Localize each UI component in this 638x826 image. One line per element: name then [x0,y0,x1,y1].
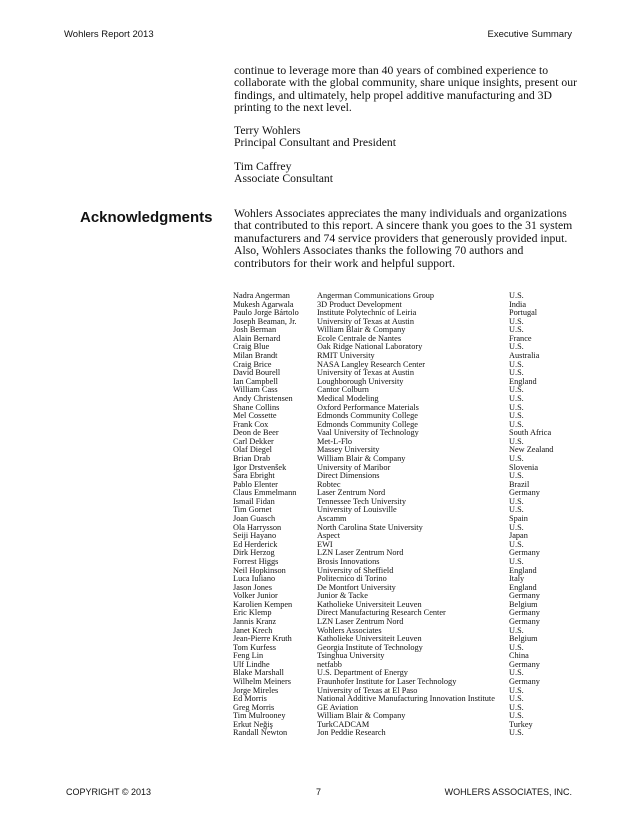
contributor-name: Igor Drstvenšek [233,463,287,472]
contributor-row [233,343,593,352]
contributor-name: Jason Jones [233,583,272,592]
contributor-country: India [509,300,527,309]
contributor-row [233,421,593,430]
contributor-country: Germany [509,489,540,498]
contributor-country: U.S. [509,703,524,712]
running-header-section: Executive Summary [487,29,572,40]
contributor-name: Randall Newton [233,729,288,738]
contributor-organization: 3D Product Development [317,300,402,309]
contributor-organization: Medical Modeling [317,394,379,403]
contributor-name: Tim Mulrooney [233,712,286,721]
contributor-row [233,301,593,310]
signer2-name: Tim Caffrey [234,160,292,173]
contributor-name: Ola Harrysson [233,523,282,532]
contributor-country: U.S. [509,454,524,463]
contributor-name: Erkut Neğiş [233,720,273,729]
contributor-row [233,361,593,370]
running-header-title: Wohlers Report 2013 [64,29,154,40]
contributor-row [233,386,593,395]
contributor-country: China [509,652,529,661]
contributor-organization: Wohlers Associates [317,626,382,635]
contributor-organization: Met-L-Flo [317,437,353,446]
intro-paragraph [234,65,584,115]
contributor-country: Slovenia [509,463,539,472]
contributor-organization: LZN Laser Zentrum Nord [317,617,404,626]
contributor-organization: University of Texas at El Paso [317,686,418,695]
contributor-row [233,498,593,507]
contributor-name: Ed Morris [233,695,267,704]
contributor-row [233,464,593,473]
acknowledgments-text: Wohlers Associates appreciates the many individuals and organizations that contributed to this report. A sincere thank you goes to the 31 system manufacturers and 74 service providers that generously provided input. Also, Wohlers Associates thanks the following 70 authors and contributors for their work and helpful support. [234,207,573,270]
contributor-row [233,721,593,730]
contributor-country: Germany [509,660,540,669]
contributor-row [233,661,593,670]
contributor-organization: University of Maribor [317,463,391,472]
contributor-organization: Katholieke Universiteit Leuven [317,600,422,609]
contributor-name: Dirk Herzog [233,549,275,558]
contributor-country: U.S. [509,386,524,395]
signature-block-2 [234,161,584,186]
contributor-name: Sara Ebright [233,472,275,481]
contributor-country: Germany [509,617,540,626]
contributor-country: England [509,583,537,592]
contributor-row [233,652,593,661]
contributor-row [233,592,593,601]
contributor-country: U.S. [509,403,524,412]
contributor-organization: Vaal University of Technology [317,429,419,438]
contributor-name: Nadra Angerman [233,292,290,300]
contributor-country: U.S. [509,317,524,326]
contributor-organization: LZN Laser Zentrum Nord [317,549,404,558]
contributor-country: Italy [509,575,525,584]
page-number: 7 [316,787,322,797]
contributor-name: Andy Christensen [233,394,293,403]
contributor-name: Janet Krech [233,626,273,635]
contributor-name: Neil Hopkinson [233,566,286,575]
contributor-country: U.S. [509,695,524,704]
contributor-row [233,524,593,533]
signature-block-1 [234,125,584,150]
contributor-organization: Ascamm [317,515,347,524]
contributor-row [233,627,593,636]
contributor-organization: Direct Manufacturing Research Center [317,609,446,618]
contributor-name: Ian Campbell [233,377,278,386]
acknowledgments-heading: Acknowledgments [80,209,213,226]
contributor-country: Japan [509,532,528,541]
contributor-country: Germany [509,549,540,558]
contributor-name: Shane Collins [233,403,280,412]
contributor-organization: Fraunhofer Institute for Laser Technology [317,678,457,687]
contributor-country: U.S. [509,472,524,481]
contributor-row [233,584,593,593]
contributor-row [233,481,593,490]
contributor-name: Josh Berman [233,326,277,335]
contributor-organization: GE Aviation [317,703,359,712]
contributor-name: Jean-Pierre Kruth [233,635,292,644]
contributor-name: Pablo Elenter [233,480,278,489]
acknowledgments-paragraph [234,208,579,270]
contributor-country: U.S. [509,369,524,378]
contributor-organization: Angerman Communications Group [317,292,435,300]
contributor-organization: Ecole Centrale de Nantes [317,334,402,343]
contributor-country: Portugal [509,309,538,318]
contributor-row [233,489,593,498]
contributor-row [233,678,593,687]
contributor-organization: Edmonds Community College [317,420,418,429]
contributor-organization: NASA Langley Research Center [317,360,426,369]
contributor-organization: University of Texas at Austin [317,317,414,326]
contributor-country: England [509,566,537,575]
contributor-organization: Loughborough University [317,377,404,386]
contributor-country: Germany [509,592,540,601]
signer1-name: Terry Wohlers [234,124,301,137]
contributor-row [233,404,593,413]
contributor-organization: netfabb [317,660,342,669]
contributor-row [233,309,593,318]
contributor-name: Eric Klemp [233,609,272,618]
contributor-country: U.S. [509,326,524,335]
contributor-row [233,601,593,610]
contributor-country: U.S. [509,557,524,566]
contributor-organization: Brosis Innovations [317,557,380,566]
contributor-country: U.S. [509,437,524,446]
contributor-name: Carl Dekker [233,437,274,446]
contributor-country: Belgium [509,600,538,609]
contributor-row [233,438,593,447]
contributor-country: U.S. [509,540,524,549]
contributor-organization: Direct Dimensions [317,472,380,481]
contributor-organization: University of Sheffield [317,566,394,575]
contributor-organization: Georgia Institute of Technology [317,643,423,652]
contributor-organization: Robtec [317,480,341,489]
contributor-organization: De Montfort University [317,583,396,592]
contributor-name: Tom Kurfess [233,643,276,652]
contributor-name: Luca Iuliano [233,575,276,584]
contributor-country: Germany [509,609,540,618]
contributor-country: U.S. [509,729,524,738]
contributor-row [233,644,593,653]
contributor-row [233,567,593,576]
contributor-row [233,669,593,678]
contributor-name: Jorge Mireles [233,686,279,695]
contributor-country: U.S. [509,394,524,403]
contributor-row [233,704,593,713]
contributor-name: Claus Emmelmann [233,489,297,498]
contributor-country: Brazil [509,480,530,489]
contributor-name: Blake Marshall [233,669,284,678]
contributor-name: Tim Gornet [233,506,272,515]
contributor-name: Frank Cox [233,420,269,429]
contributor-name: David Bourell [233,369,281,378]
contributor-name: William Cass [233,386,278,395]
contributor-country: U.S. [509,292,524,300]
contributor-row [233,446,593,455]
contributor-organization: Jon Peddie Research [317,729,386,738]
contributor-organization: RMIT University [317,352,375,361]
contributor-name: Ulf Lindhe [233,660,270,669]
signer1-title: Principal Consultant and President [234,136,396,150]
contributor-organization: University of Louisville [317,506,397,515]
contributor-row [233,729,593,738]
contributor-name: Alain Bernard [233,334,281,343]
contributor-row [233,515,593,524]
contributor-organization: Cantor Colburn [317,386,369,395]
contributor-row [233,318,593,327]
contributor-name: Paulo Jorge Bártolo [233,309,299,318]
contributor-row [233,635,593,644]
contributor-row [233,506,593,515]
contributor-name: Forrest Higgs [233,557,279,566]
contributor-country: U.S. [509,506,524,515]
contributor-row [233,429,593,438]
contributor-organization: Laser Zentrum Nord [317,489,386,498]
contributor-country: France [509,334,532,343]
contributor-name: Wilhelm Meiners [233,678,291,687]
contributor-country: Spain [509,515,528,524]
contributor-name: Milan Brandt [233,352,278,361]
contributor-country: Turkey [509,720,533,729]
contributor-name: Ed Herderick [233,540,278,549]
contributor-organization: William Blair & Company [317,454,406,463]
contributor-row [233,412,593,421]
contributor-organization: Oak Ridge National Laboratory [317,343,423,352]
contributor-row [233,455,593,464]
contributor-row [233,609,593,618]
contributor-name: Karolien Kempen [233,600,293,609]
contributor-country: U.S. [509,497,524,506]
contributor-name: Craig Blue [233,343,270,352]
footer-copyright: COPYRIGHT © 2013 [66,787,151,797]
contributor-country: New Zealand [509,446,554,455]
contributor-organization: Oxford Performance Materials [317,403,419,412]
contributor-row [233,558,593,567]
contributor-row [233,326,593,335]
contributor-country: U.S. [509,360,524,369]
contributor-row [233,369,593,378]
contributor-country: England [509,377,537,386]
contributor-organization: North Carolina State University [317,523,423,532]
contributor-organization: Junior & Tacke [317,592,368,601]
contributor-row [233,549,593,558]
contributor-name: Deon de Beer [233,429,279,438]
contributor-organization: William Blair & Company [317,326,406,335]
contributor-name: Ismail Fidan [233,497,275,506]
contributor-organization: Institute Polytechnic of Leiria [317,309,417,318]
contributor-organization: University of Texas at Austin [317,369,414,378]
contributor-organization: Tsinghua University [317,652,385,661]
contributor-name: Craig Brice [233,360,272,369]
contributor-row [233,712,593,721]
contributor-organization: Aspect [317,532,341,541]
contributor-name: Mel Cossette [233,412,277,421]
contributor-row [233,292,593,301]
contributor-name: Brian Drab [233,454,271,463]
contributor-name: Feng Lin [233,652,264,661]
contributor-name: Volker Junior [233,592,278,601]
contributor-organization: Edmonds Community College [317,412,418,421]
contributor-row [233,687,593,696]
signer2-title: Associate Consultant [234,172,334,186]
intro-text: continue to leverage more than 40 years of combined experience to collaborate with the global community, share unique insights, present our findings, and ultimately, help propel additive manufacturing and 3D printing to the next level. [234,64,577,115]
contributor-organization: Tennessee Tech University [317,497,407,506]
contributor-organization: EWI [317,540,333,549]
contributor-organization: William Blair & Company [317,712,406,721]
contributor-country: U.S. [509,669,524,678]
contributor-row [233,541,593,550]
contributor-name: Mukesh Agarwala [233,300,294,309]
contributor-row [233,378,593,387]
contributor-country: Australia [509,352,540,361]
contributor-name: Joseph Beaman, Jr. [233,317,297,326]
contributor-row [233,335,593,344]
contributor-row [233,352,593,361]
contributor-name: Jannis Kranz [233,617,277,626]
contributor-country: U.S. [509,523,524,532]
contributor-name: Greg Morris [233,703,275,712]
contributor-name: Olaf Diegel [233,446,272,455]
contributor-name: Seiji Hayano [233,532,277,541]
contributor-country: South Africa [509,429,552,438]
contributor-country: Belgium [509,635,538,644]
contributor-organization: U.S. Department of Energy [317,669,408,678]
contributor-country: U.S. [509,412,524,421]
contributor-row [233,532,593,541]
contributor-country: U.S. [509,343,524,352]
contributor-row [233,618,593,627]
contributor-organization: National Additive Manufacturing Innovation Institute [317,695,495,704]
contributor-organization: Katholieke Universiteit Leuven [317,635,422,644]
contributors-list [233,292,593,738]
contributor-organization: Politecnico di Torino [317,575,387,584]
contributor-organization: TurkCADCAM [317,720,370,729]
contributor-country: U.S. [509,712,524,721]
contributor-name: Joan Guasch [233,515,276,524]
contributor-country: Germany [509,678,540,687]
contributor-country: U.S. [509,643,524,652]
contributor-row [233,472,593,481]
contributor-row [233,695,593,704]
footer-company: WOHLERS ASSOCIATES, INC. [444,787,572,797]
contributor-row [233,575,593,584]
contributor-country: U.S. [509,686,524,695]
contributor-row [233,395,593,404]
contributor-country: U.S. [509,626,524,635]
contributor-organization: Massey University [317,446,380,455]
contributor-country: U.S. [509,420,524,429]
